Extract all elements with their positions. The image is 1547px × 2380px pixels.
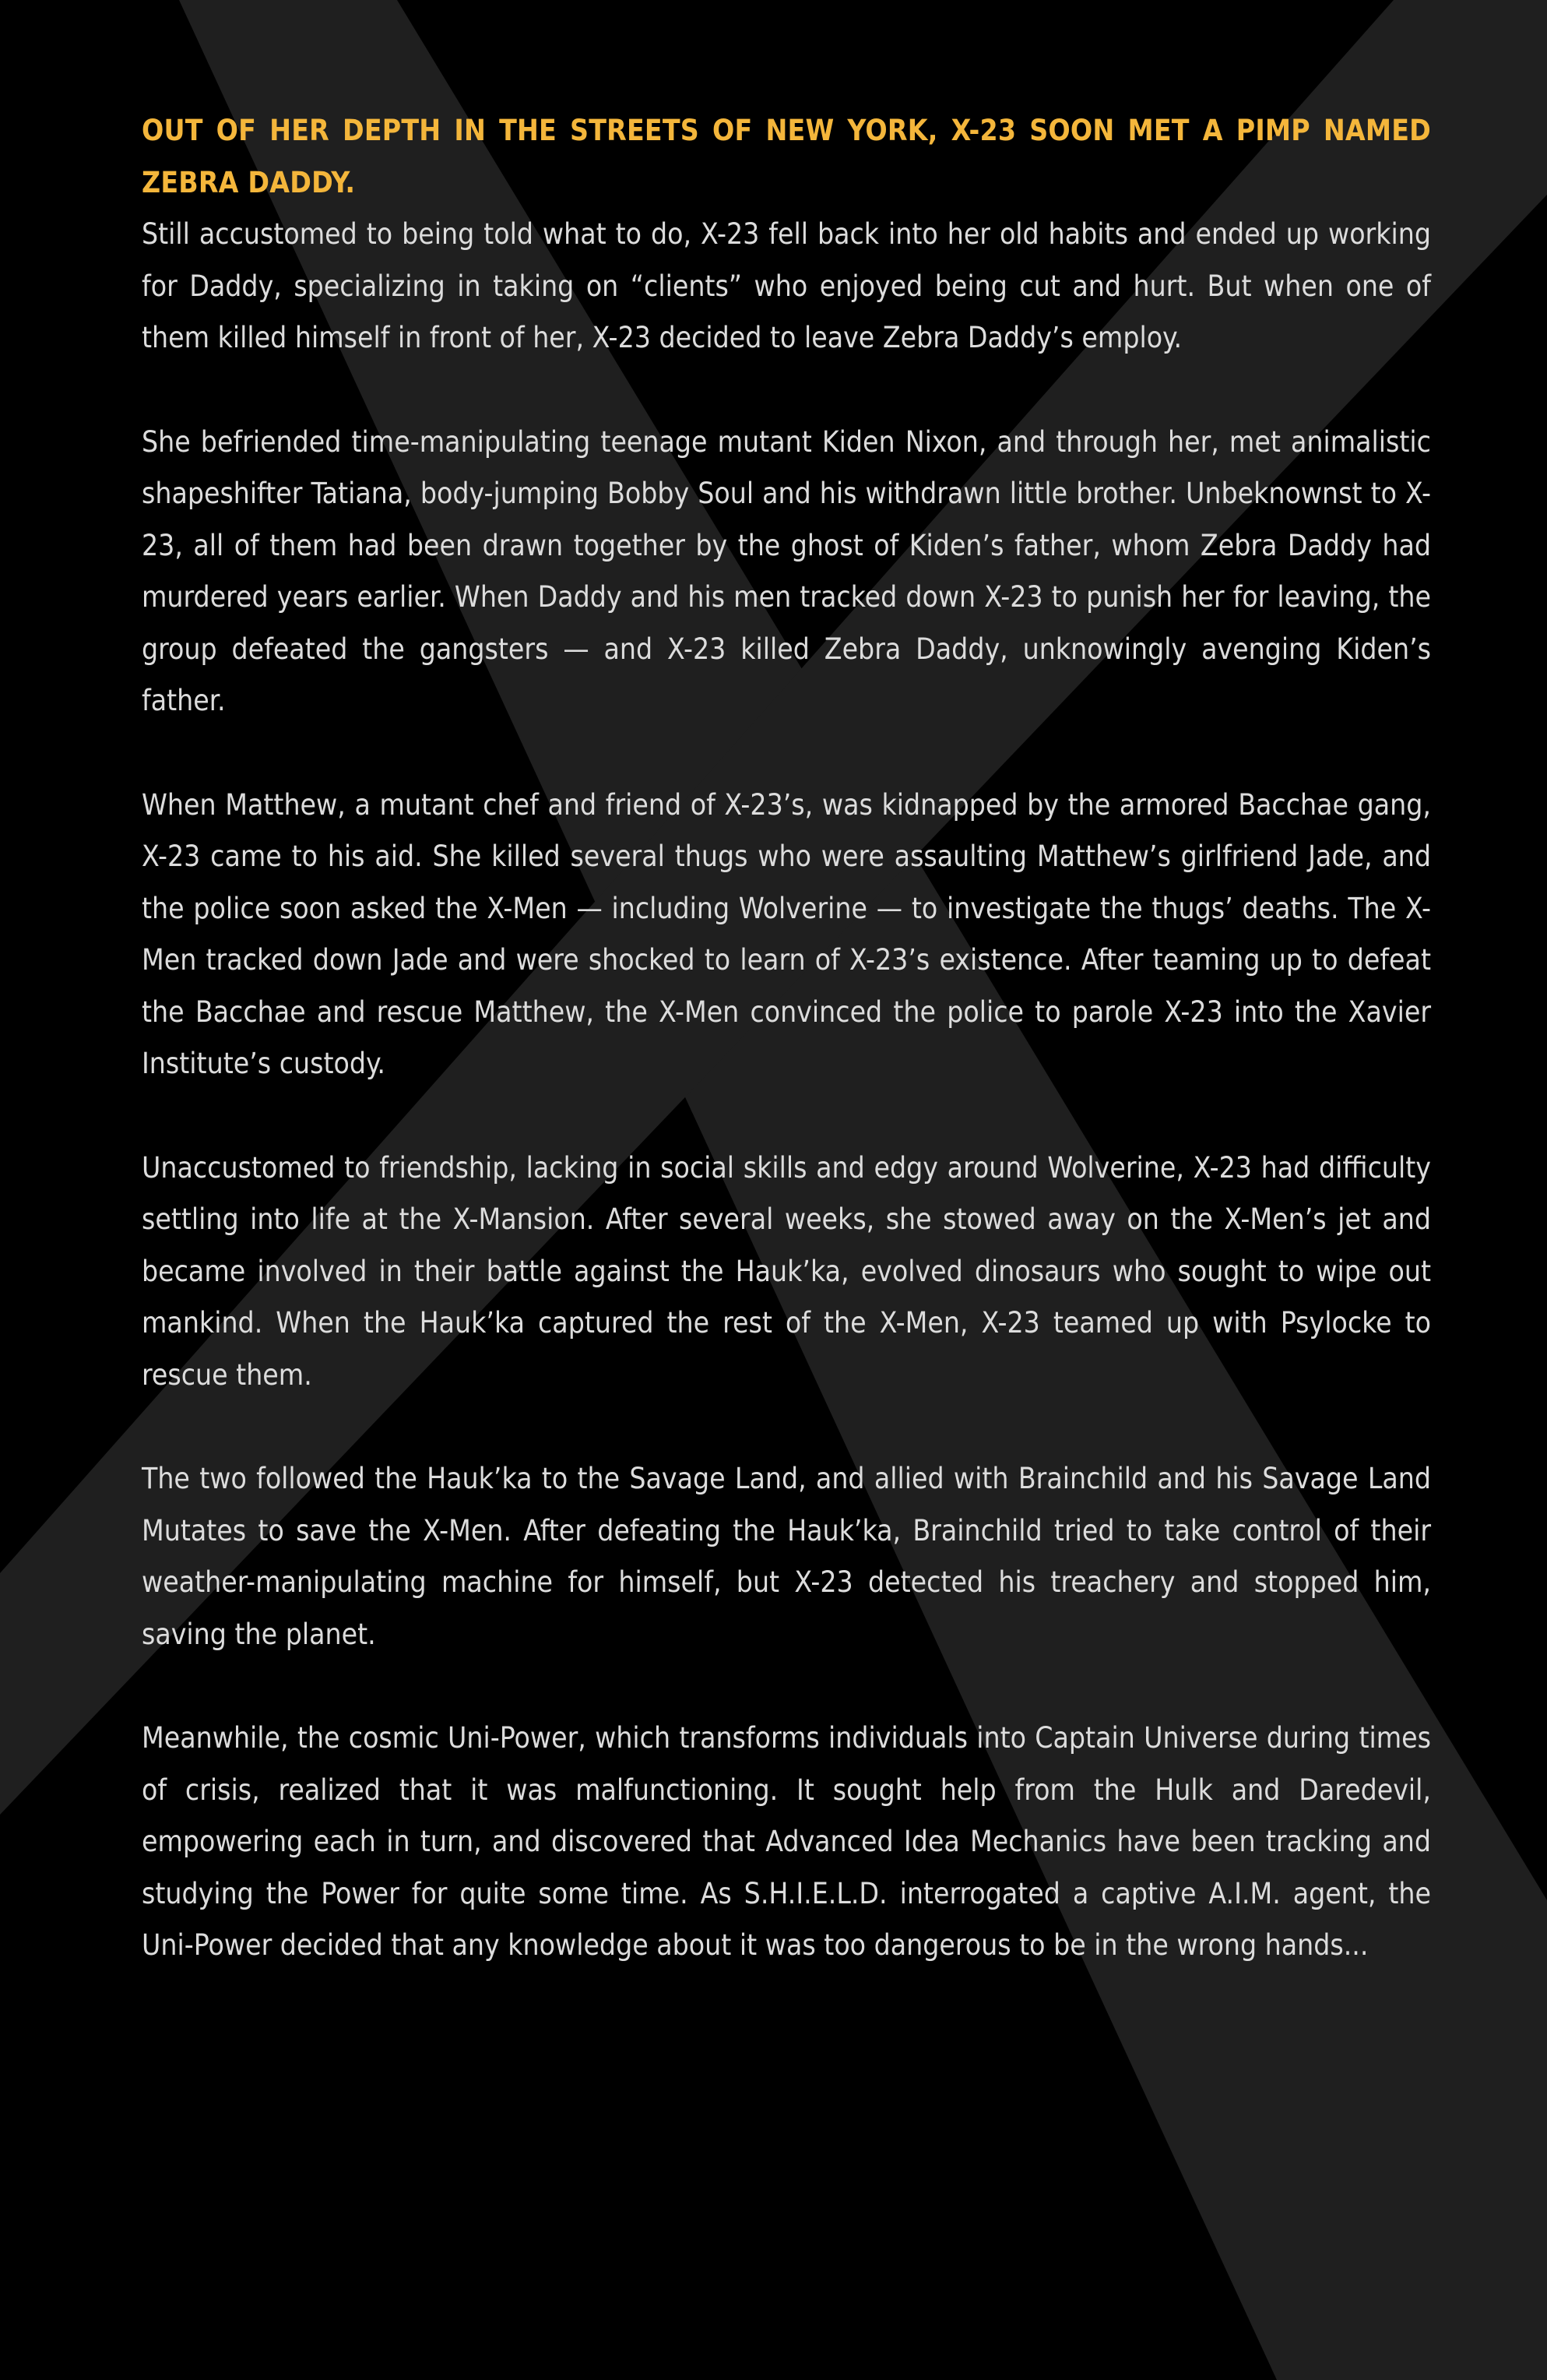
recap-paragraph-2: She befriended time-manipulating teenage mutant Kiden Nixon, and through her, met animalistic shapeshifter Tatiana, body-jumping Bobby Soul and his withdrawn little brother. Unbeknownst to X-23, all of them had been drawn together by the ghost of Kiden’s father, whom Zebra Daddy had murdered years earlier. When Daddy and his men tracked down X-23 to punish her for leaving, the group defeated the gangsters — and X-23 killed Zebra Daddy, unknowingly avenging Kiden’s father.	[142, 424, 1431, 717]
recap-paragraph-6: Meanwhile, the cosmic Uni-Power, which transforms individuals into Captain Universe during times of crisis, realized that it was malfunctioning. It sought help from the Hulk and Daredevil, empowering each in turn, and discovered that Advanced Idea Mechanics have been tracking and studying the Power for quite some time. As S.H.I.E.L.D. interrogated a captive A.I.M. agent, the Uni-Power decided that any knowledge about it was too dangerous to be in the wrong hands...	[142, 1721, 1431, 1962]
recap-paragraph-4: Unaccustomed to friendship, lacking in social skills and edgy around Wolverine, X-23 had difficulty settling into life at the X-Mansion. After several weeks, she stowed away on the X-Men’s jet and became involved in their battle against the Hauk’ka, evolved dinosaurs who sought to wipe out mankind. When the Hauk’ka captured the rest of the X-Men, X-23 teamed up with Psylocke to rescue them.	[142, 1150, 1431, 1392]
recap-text-block	[142, 105, 1431, 2024]
recap-lead-heading: OUT OF HER DEPTH IN THE STREETS OF NEW YORK, X-23 SOON MET A PIMP NAMED ZEBRA DADDY.	[142, 114, 1431, 199]
recap-paragraph-text: Still accustomed to being told what to do, X-23 fell back into her old habits and ended up working for Daddy, specializing in taking on “clients” who enjoyed being cut and hurt. But when one of them killed himself in front of her, X-23 decided to leave Zebra Daddy’s employ.	[142, 217, 1431, 354]
recap-paragraph-5: The two followed the Hauk’ka to the Savage Land, and allied with Brainchild and his Savage Land Mutates to save the X-Men. After defeating the Hauk’ka, Brainchild tried to take control of their weather-manipulating machine for himself, but X-23 detected his treachery and stopped him, saving the planet.	[142, 1462, 1431, 1651]
recap-paragraph-3: When Matthew, a mutant chef and friend of X-23’s, was kidnapped by the armored Bacchae gang, X-23 came to his aid. She killed several thugs who were assaulting Matthew’s girlfriend Jade, and the police soon asked the X-Men — including Wolverine — to investigate the thugs’ deaths. The X-Men tracked down Jade and were shocked to learn of X-23’s existence. After teaming up to defeat the Bacchae and rescue Matthew, the X-Men convinced the police to parole X-23 into the Xavier Institute’s custody.	[142, 787, 1431, 1080]
recap-paragraph-1	[142, 105, 1431, 364]
